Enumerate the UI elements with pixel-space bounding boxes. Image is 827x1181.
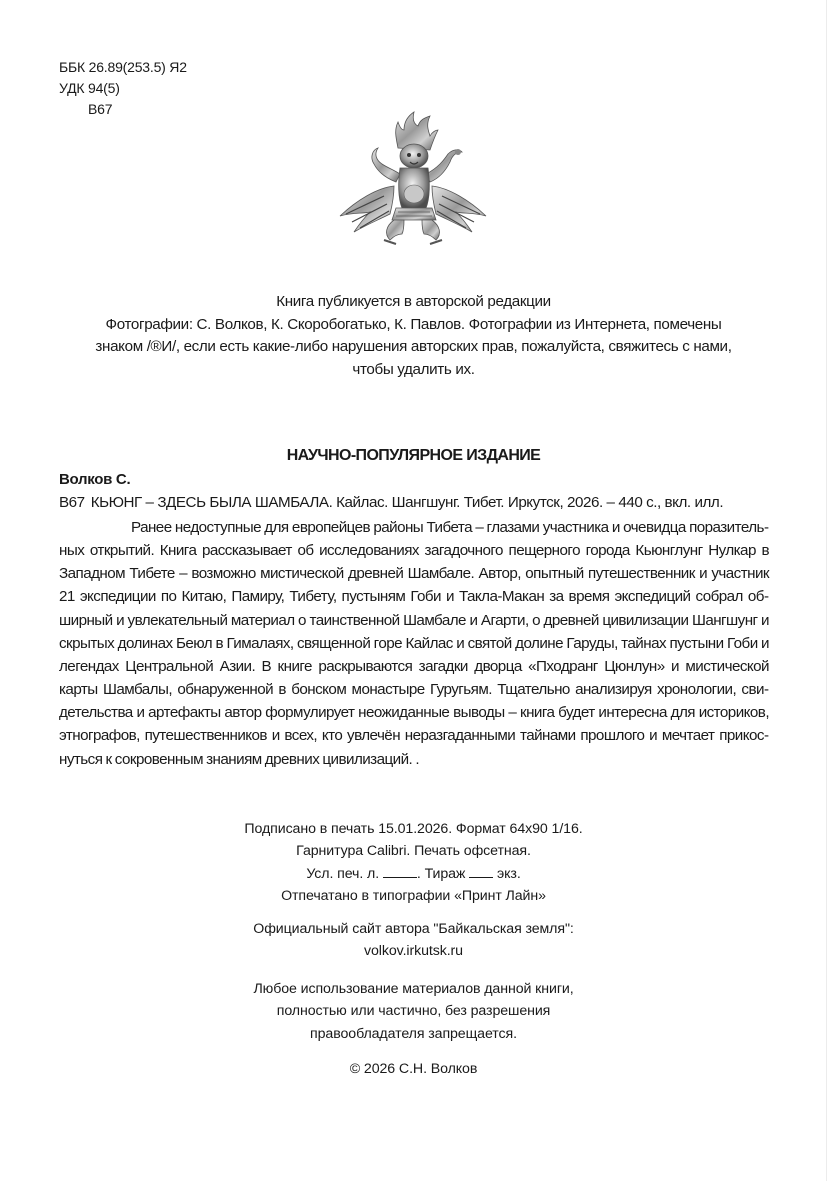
rights-line: правообладателя запрещается. (310, 1025, 517, 1042)
website-label: Официальный сайт автора "Байкальская земля": (253, 921, 574, 937)
edition-note-line: знаком /®И/, если есть какие-либо нарушения авторских прав, пожалуйста, свяжитесь с нами, (95, 338, 732, 355)
edition-note-line: Книга публикуется в авторской редакции (276, 293, 551, 310)
run-label: Тираж (424, 865, 466, 882)
rights-line: полностью или частично, без разрешения (276, 1003, 551, 1020)
copyright-notice: © 2026 С.Н. Волков (349, 1061, 478, 1077)
run-blank (469, 864, 493, 878)
run-suffix: экз. (497, 865, 521, 882)
sheets-label: Усл. печ. л. (306, 865, 380, 882)
edition-note-line: чтобы удалить их. (352, 360, 475, 378)
imprint-block (40, 818, 787, 907)
bibliographic-record (59, 492, 771, 514)
abstract-paragraph: Ранее недоступные для европейцев районы Тибета – глазами участника и очевидца поразительных открытий. Книга рассказывает об исследованиях загадочного пещерного города Кьюнглунг Нулкар в Западном Тибете – возможно мистической древней Шамбале. Автор, опытный путешественник и участник 21 экспедиции по Китаю, Памиру, Тибету, пустыням Гоби и Такла-Макан за время экспедиций собрал обширный и увлекательный материал о таинственной Шамбале и Агарти, о древней цивилизации Шангшунг и скрытых долинах Беюл в Гималаях, священной горе Кайлас и святой долине Гаруды, тайнах пустыни Гоби и легендах Центральной Азии. В книге раскрываются загадки дворца «Пходранг Цюнлун» и мистической карты Шамбалы, обнаруженной в бонском монастыре Гуругьям. Тщательно анализируя хронологии, свидетельства и артефакты автор формулирует неожиданные выводы – книга будет интересна для историков, этнографов, путешественников и всех, кто увлечён неразгаданными тайнами прошлого и мечтает прикоснуться к сокровенным знаниям древних цивилизаций. . (59, 519, 769, 768)
imprint-signed: Подписано в печать 15.01.2026. Формат 64х90 1/16. (244, 821, 583, 837)
imprint-typeface: Гарнитура Calibri. Печать офсетная. (296, 843, 531, 860)
imprint-sheets-run (40, 863, 787, 885)
rights-line: Любое использование материалов данной книги, (253, 981, 574, 997)
udk-code: УДК 94(5) (59, 80, 120, 96)
bibliographic-text: КЬЮНГ – ЗДЕСЬ БЫЛА ШАМБАЛА. Кайлас. Шангшунг. Тибет. Иркутск, 2026. – 440 с., вкл. илл. (90, 494, 724, 511)
author-website (40, 918, 787, 963)
edition-note (40, 291, 787, 381)
website-url-link[interactable]: volkov.irkutsk.ru (364, 943, 463, 960)
author-mark: В67 (88, 101, 113, 117)
classification-codes (59, 57, 187, 120)
rights-notice (40, 978, 787, 1045)
sheets-blank (383, 864, 417, 878)
bbk-code: ББК 26.89(253.5) Я2 (59, 59, 187, 75)
imprint-printer: Отпечатано в типографии «Принт Лайн» (281, 887, 546, 904)
author-name: Волков С. (59, 471, 131, 488)
edition-type-heading: НАУЧНО-ПОПУЛЯРНОЕ ИЗДАНИЕ (286, 447, 541, 464)
sheets-suffix: . (416, 865, 421, 882)
edition-note-line: Фотографии: С. Волков, К. Скоробогатько, К. Павлов. Фотографии из Интернета, помечены (105, 315, 722, 333)
bibliographic-code: В67 (59, 494, 85, 511)
garuda-emblem-icon (332, 108, 494, 250)
